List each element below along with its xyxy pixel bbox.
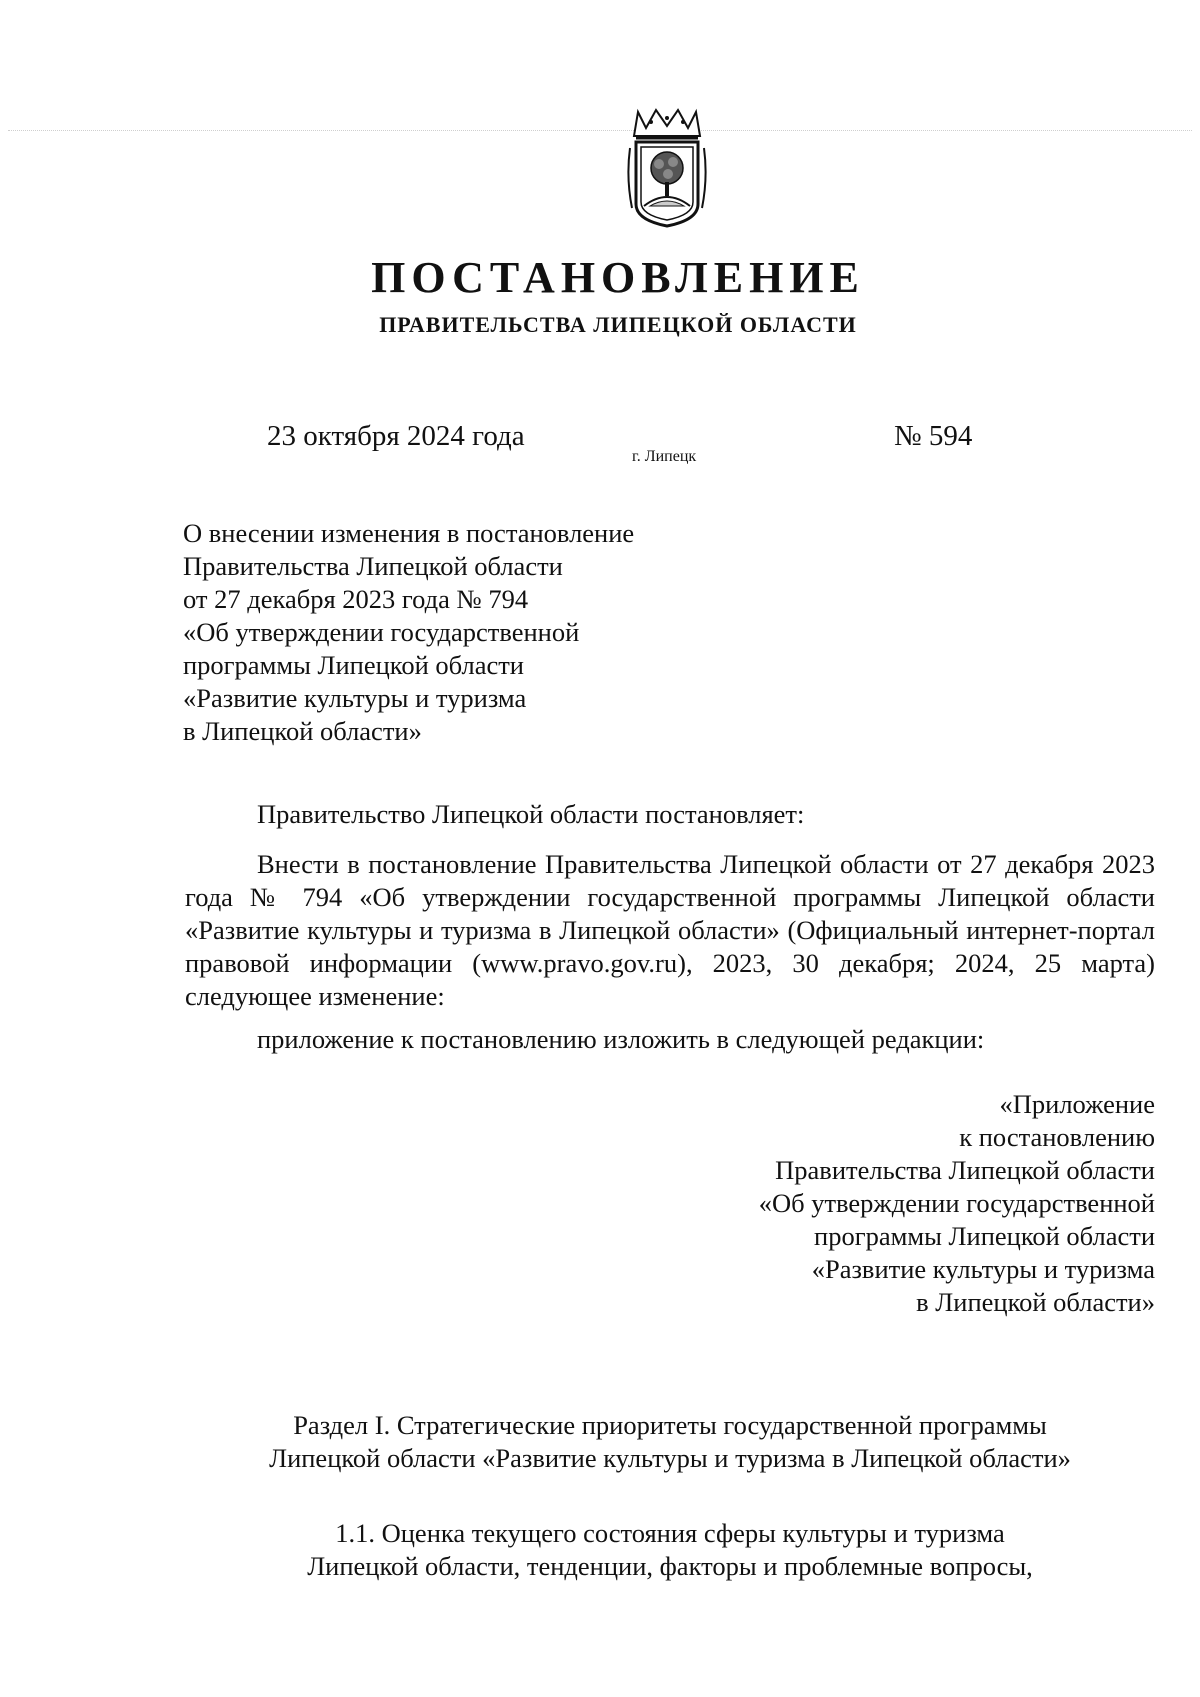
subsection-heading: [180, 1517, 1160, 1583]
appendix-line: «Об утверждении государственной: [758, 1188, 1155, 1218]
subject-line: Правительства Липецкой области: [183, 551, 563, 581]
subject-line: «Об утверждении государственной: [183, 617, 580, 647]
subject-line: от 27 декабря 2023 года № 794: [183, 584, 529, 614]
appendix-line: «Развитие культуры и туризма: [811, 1254, 1155, 1284]
appendix-line: Правительства Липецкой области: [775, 1155, 1155, 1185]
resolution-edit-paragraph: приложение к постановлению изложить в следующей редакции:: [257, 1024, 985, 1054]
document-subject: [183, 517, 743, 748]
resolution-intro: Правительство Липецкой области постановляет:: [257, 799, 805, 829]
document-date: 23 октября 2024 года: [267, 420, 525, 452]
appendix-line: в Липецкой области»: [916, 1287, 1155, 1317]
coat-of-arms-icon: [626, 108, 708, 230]
subsection-heading-line: Липецкой области, тенденции, факторы и проблемные вопросы,: [307, 1551, 1033, 1581]
section-heading-line: Раздел I. Стратегические приоритеты государственной программы: [293, 1410, 1047, 1440]
appendix-line: «Приложение: [999, 1089, 1155, 1119]
resolution-main-paragraph: Внести в постановление Правительства Липецкой области от 27 декабря 2023 года № 794 «Об утверждении государственной программы Липецкой области «Развитие культуры и туризма в Липецкой области» (Официальный интернет-портал правовой информации (www.pravo.gov.ru), 2023, 30 декабря; 2024, 25 марта) следующее изменение:: [185, 849, 1155, 1011]
section-heading-line: Липецкой области «Развитие культуры и туризма в Липецкой области»: [269, 1443, 1071, 1473]
scan-line-divider: [8, 130, 1192, 131]
document-issuer: ПРАВИТЕЛЬСТВА ЛИПЕЦКОЙ ОБЛАСТИ: [379, 312, 857, 337]
document-title: ПОСТАНОВЛЕНИЕ: [371, 253, 865, 302]
appendix-header: [635, 1088, 1155, 1319]
document-city: г. Липецк: [632, 448, 697, 465]
subject-line: О внесении изменения в постановление: [183, 518, 635, 548]
document-number: № 594: [894, 420, 973, 452]
appendix-line: к постановлению: [959, 1122, 1155, 1152]
subsection-heading-line: 1.1. Оценка текущего состояния сферы культуры и туризма: [335, 1518, 1005, 1548]
subject-line: в Липецкой области»: [183, 716, 422, 746]
subject-line: «Развитие культуры и туризма: [183, 683, 527, 713]
appendix-line: программы Липецкой области: [814, 1221, 1155, 1251]
section-heading: [180, 1409, 1160, 1475]
subject-line: программы Липецкой области: [183, 650, 524, 680]
